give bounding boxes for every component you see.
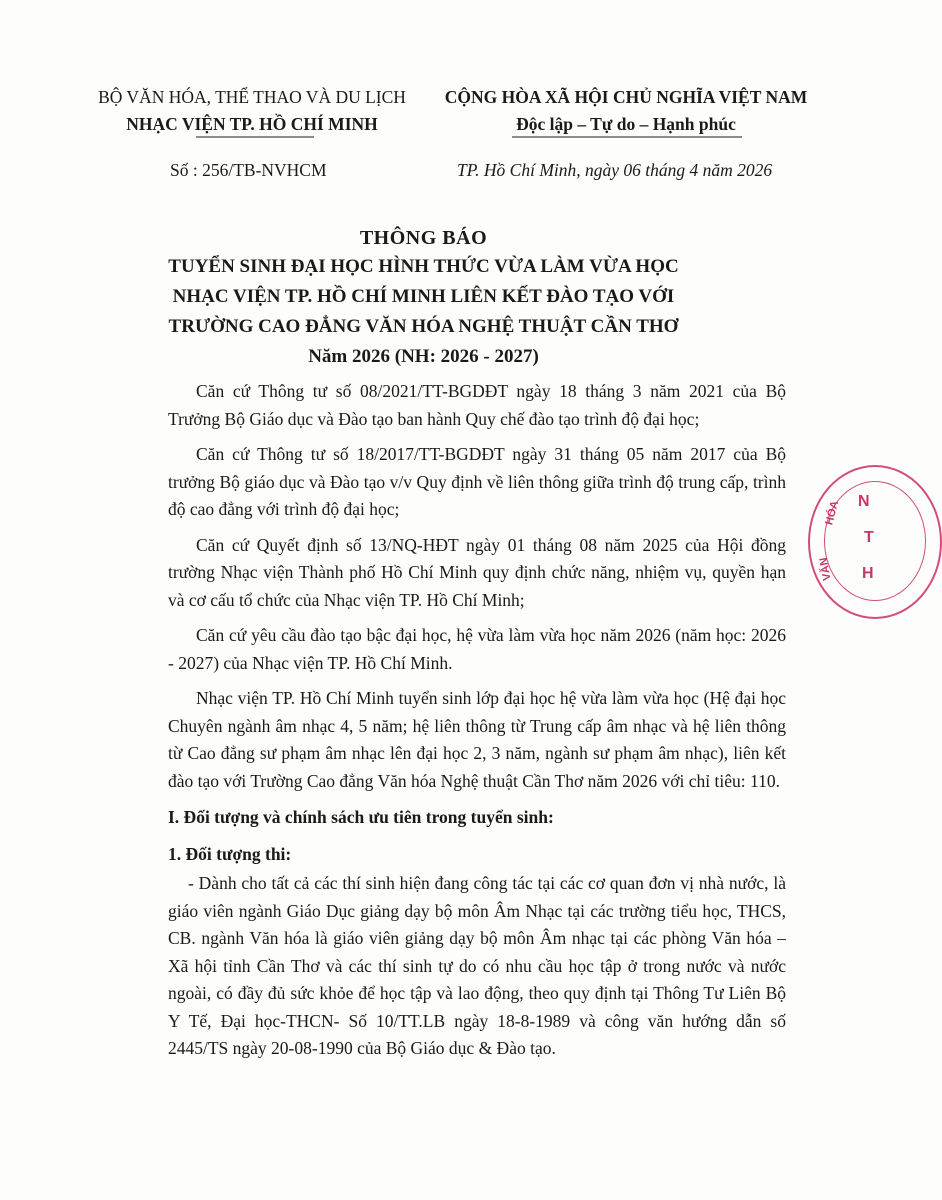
title-line-4: Năm 2026 (NH: 2026 - 2027) (308, 346, 539, 367)
title-line-3: TRƯỜNG CAO ĐẲNG VĂN HÓA NGHỆ THUẬT CẦN THƠ (168, 316, 679, 337)
title-main: THÔNG BÁO (359, 227, 488, 249)
official-seal (808, 465, 942, 619)
section-paragraph: - Dành cho tất cả các thí sinh hiện đang công tác tại các cơ quan đơn vị nhà nước, là giáo viên ngành Giáo Dục giảng dạy bộ môn Âm Nhạc tại các trường tiểu học, THCS, CB. ngành Văn hóa là giáo viên giảng dạy bộ môn Âm nhạc tại các phòng Văn hóa – Xã hội tỉnh Cần Thơ và các thí sinh tự do có nhu cầu học tập ở trong nước và nước ngoài, có đầy đủ sức khỏe để học tập và lao động, theo quy định tại Thông Tư Liên Bộ Y Tế, Đại học-THCN- Số 10/TT.LB ngày 18-8-1989 và công văn hướng dẫn số 2445/TS ngày 20-08-1990 của Bộ Giáo dục & Đào tạo. (168, 873, 786, 1058)
section-subheading: 1. Đối tượng thi: (168, 843, 292, 864)
section-heading: I. Đối tượng và chính sách ưu tiên trong tuyển sinh: (168, 807, 554, 827)
paragraph-legal-basis-3: Căn cứ Quyết định số 13/NQ-HĐT ngày 01 tháng 08 năm 2025 của Hội đồng trường Nhạc viện Thành phố Hồ Chí Minh quy định chức năng, nhiệm vụ, quyền hạn và cơ cấu tổ chức của Nhạc viện TP. Hồ Chí Minh; (168, 534, 786, 610)
institution-name: NHẠC VIỆN TP. HỒ CHÍ MINH (126, 114, 378, 134)
ministry-name: BỘ VĂN HÓA, THỂ THAO VÀ DU LỊCH (98, 87, 406, 107)
seal-letter: N (858, 493, 870, 510)
seal-letter: T (864, 529, 874, 546)
document-title (0, 224, 847, 372)
paragraph-legal-basis-1: Căn cứ Thông tư số 08/2021/TT-BGDĐT ngày 18 tháng 3 năm 2021 của Bộ Trưởng Bộ Giáo dục và Đào tạo ban hành Quy chế đào tạo trình độ đại học; (168, 381, 786, 429)
seal-letter: HÓA (823, 499, 842, 527)
paragraph-legal-basis-4: Căn cứ yêu cầu đào tạo bậc đại học, hệ vừa làm vừa học năm 2026 (năm học: 2026 - 2027) của Nhạc viện TP. Hồ Chí Minh. (168, 625, 786, 673)
seal-inner-ring (824, 481, 926, 601)
seal-letter: H (862, 565, 874, 582)
document-number: Số : 256/TB-NVHCM (170, 160, 327, 180)
republic-name: CỘNG HÒA XÃ HỘI CHỦ NGHĨA VIỆT NAM (444, 87, 808, 107)
title-line-1: TUYỂN SINH ĐẠI HỌC HÌNH THỨC VỪA LÀM VỪA HỌC (168, 256, 679, 277)
seal-letter: VĂN (817, 556, 834, 582)
place-and-date: TP. Hồ Chí Minh, ngày 06 tháng 4 năm 2026 (457, 160, 773, 180)
title-line-2: NHẠC VIỆN TP. HỒ CHÍ MINH LIÊN KẾT ĐÀO TẠO VỚI (172, 286, 675, 307)
paragraph-announcement: Nhạc viện TP. Hồ Chí Minh tuyển sinh lớp đại học hệ vừa làm vừa học (Hệ đại học Chuyên ngành âm nhạc 4, 5 năm; hệ liên thông từ Trung cấp âm nhạc và hệ liên thông từ Cao đẳng sư phạm âm nhạc lên đại học 2, 3 năm, ngành sư phạm âm nhạc), liên kết đào tạo với Trường Cao đẳng Văn hóa Nghệ thuật Cần Thơ năm 2026 với chỉ tiêu: 110. (168, 688, 786, 791)
paragraph-legal-basis-2: Căn cứ Thông tư số 18/2017/TT-BGDĐT ngày 31 tháng 05 năm 2017 của Bộ trưởng Bộ giáo dục và Đào tạo v/v Quy định về liên thông giữa trình độ trung cấp, trình độ cao đẳng với trình độ đại học; (168, 444, 786, 519)
national-motto: Độc lập – Tự do – Hạnh phúc (516, 114, 736, 134)
document-body (168, 378, 786, 1071)
